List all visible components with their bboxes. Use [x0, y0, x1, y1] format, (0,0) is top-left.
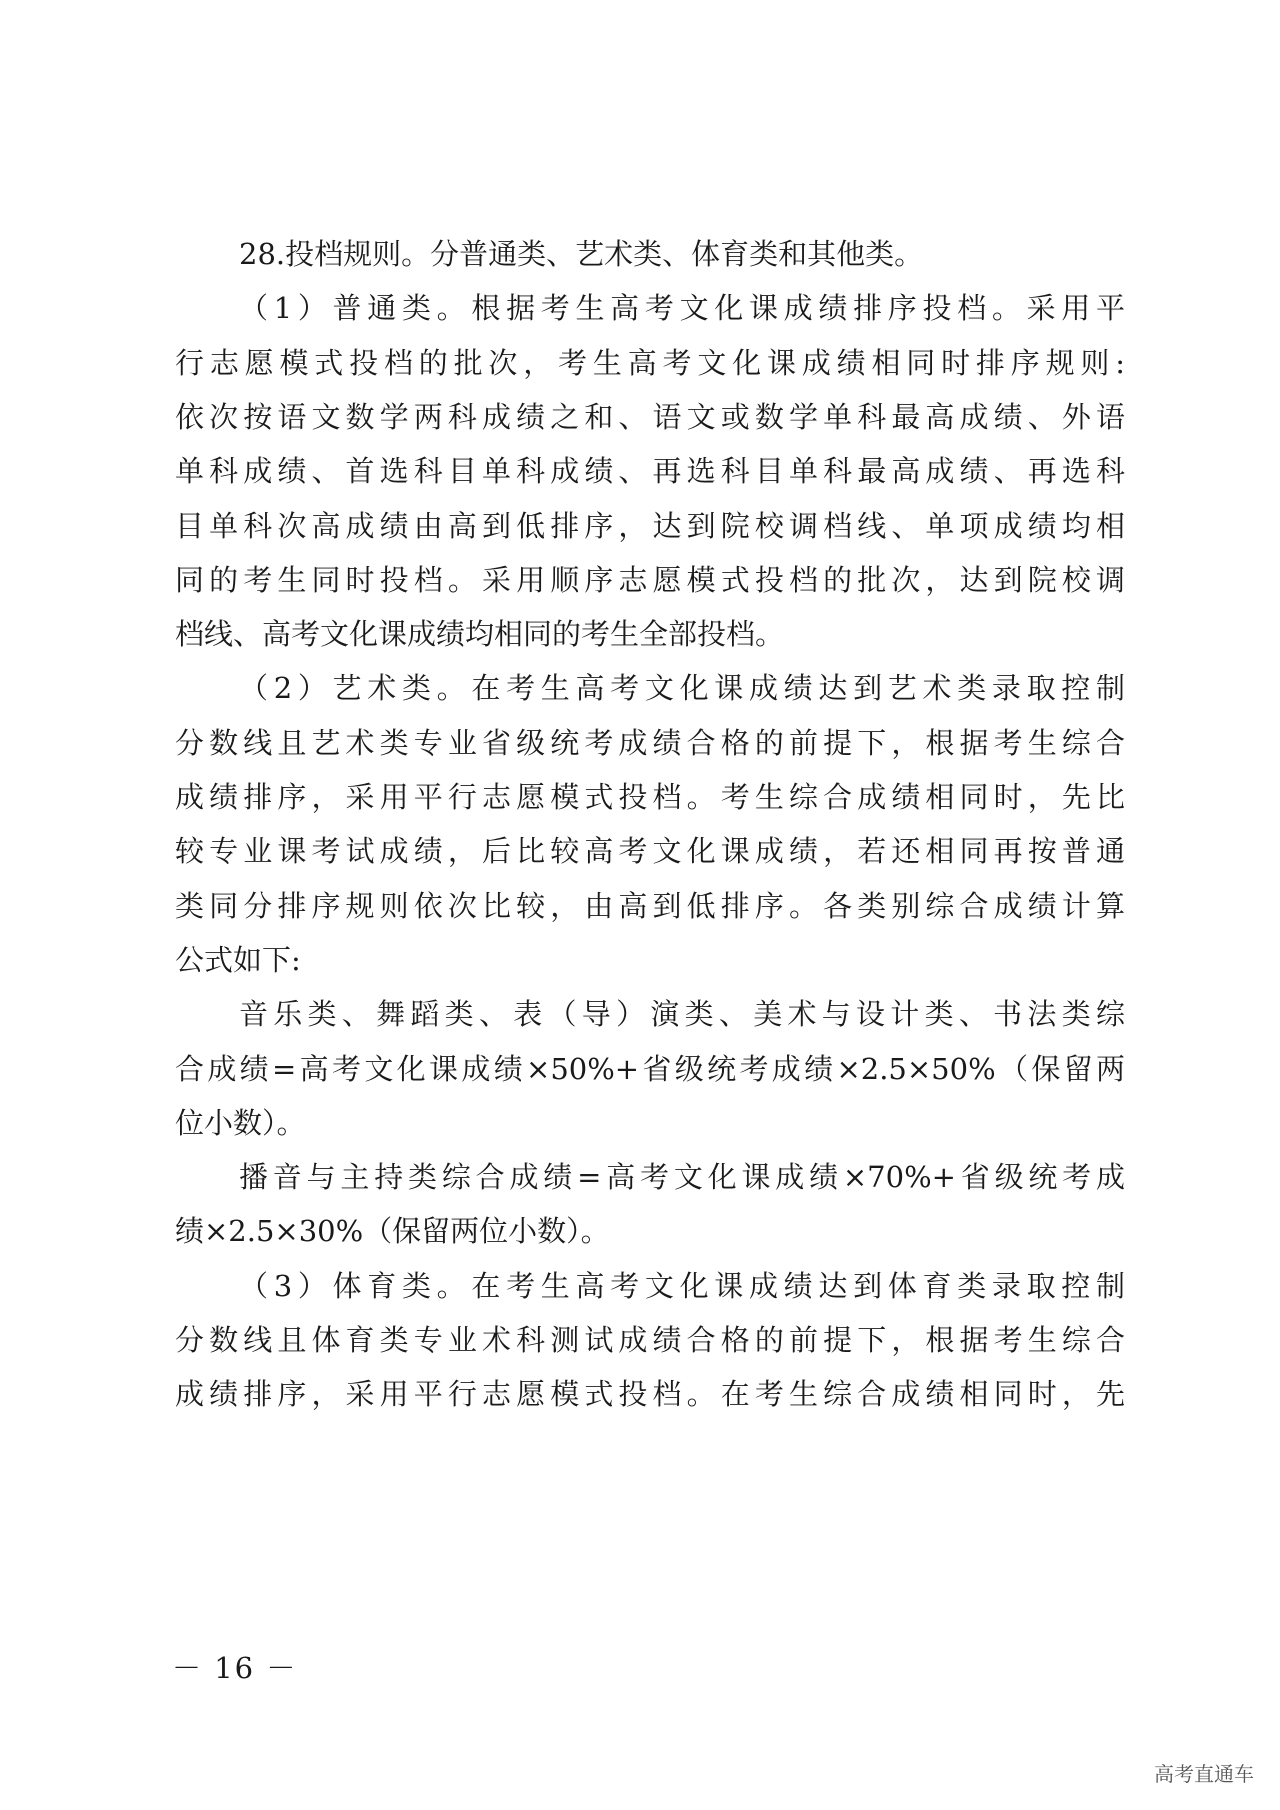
text-line: 合成绩=高考文化课成绩×50%+省级统考成绩×2.5×50%（保留两: [175, 1052, 1125, 1086]
text-line: 公式如下:: [175, 943, 301, 977]
page-number: － 16 －: [172, 1651, 298, 1685]
text-line: 行志愿模式投档的批次，考生高考文化课成绩相同时排序规则:: [175, 346, 1125, 380]
text-line: 依次按语文数学两科成绩之和、语文或数学单科最高成绩、外语: [175, 400, 1125, 434]
text-line: 同的考生同时投档。采用顺序志愿模式投档的批次，达到院校调: [175, 563, 1125, 597]
text-line: 目单科次高成绩由高到低排序，达到院校调档线、单项成绩均相: [175, 509, 1125, 543]
text-line: 类同分排序规则依次比较，由高到低排序。各类别综合成绩计算: [175, 889, 1125, 923]
text-line: （2）艺术类。在考生高考文化课成绩达到艺术类录取控制: [239, 671, 1125, 705]
text-line: 绩×2.5×30%（保留两位小数）。: [175, 1214, 610, 1248]
text-line: 分数线且体育类专业术科测试成绩合格的前提下，根据考生综合: [175, 1323, 1125, 1357]
text-line: （3）体育类。在考生高考文化课成绩达到体育类录取控制: [239, 1269, 1125, 1303]
text-line: 档线、高考文化课成绩均相同的考生全部投档。: [175, 617, 785, 651]
text-line: 28.投档规则。分普通类、艺术类、体育类和其他类。: [239, 237, 924, 271]
text-line: 分数线且艺术类专业省级统考成绩合格的前提下，根据考生综合: [175, 726, 1125, 760]
text-line: 单科成绩、首选科目单科成绩、再选科目单科最高成绩、再选科: [175, 454, 1125, 488]
text-line: 成绩排序，采用平行志愿模式投档。考生综合成绩相同时，先比: [175, 780, 1125, 814]
text-line: 较专业课考试成绩，后比较高考文化课成绩，若还相同再按普通: [175, 834, 1125, 868]
text-line: 成绩排序，采用平行志愿模式投档。在考生综合成绩相同时，先: [175, 1377, 1125, 1411]
text-line: 音乐类、舞蹈类、表（导）演类、美术与设计类、书法类综: [239, 997, 1125, 1031]
watermark-text: 高考直通车: [1154, 1762, 1254, 1786]
text-line: 播音与主持类综合成绩=高考文化课成绩×70%+省级统考成: [239, 1160, 1125, 1194]
text-line: 位小数）。: [175, 1106, 306, 1140]
text-line: （1）普通类。根据考生高考文化课成绩排序投档。采用平: [239, 291, 1125, 325]
